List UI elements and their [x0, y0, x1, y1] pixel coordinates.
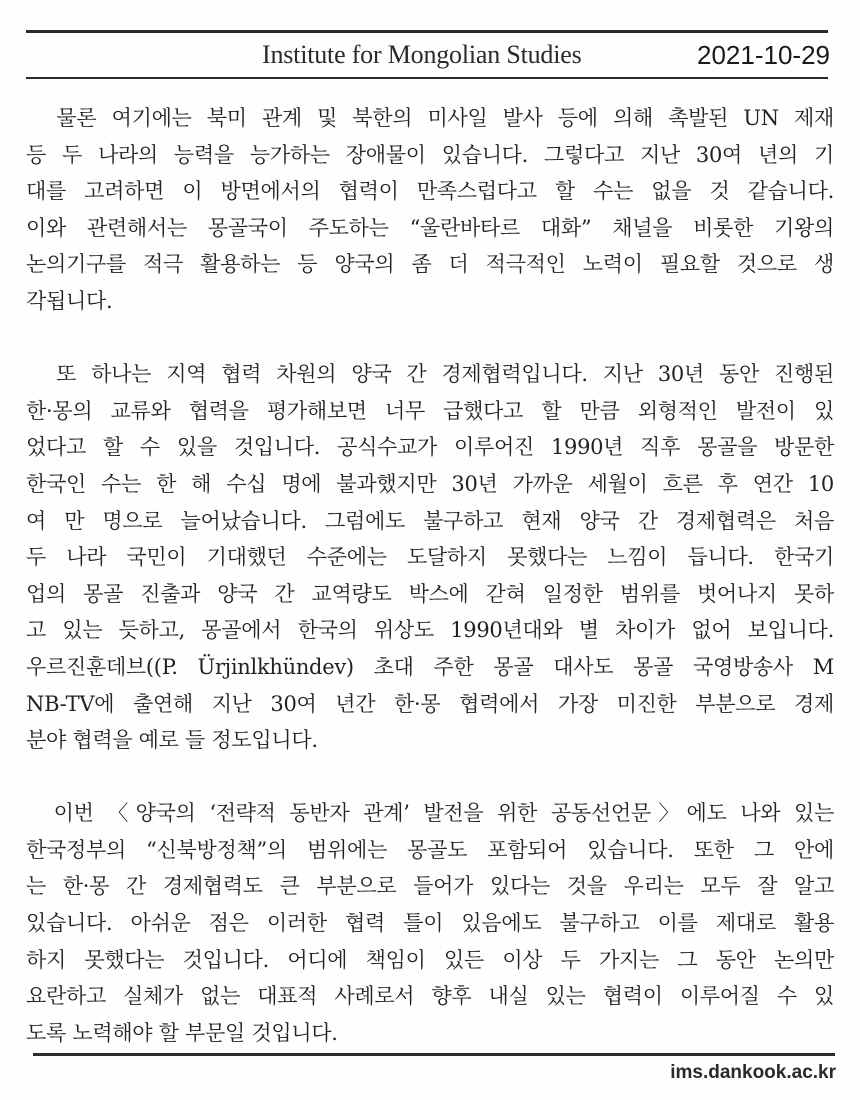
paragraph: [26, 795, 834, 1051]
text-line: 하지 못했다는 것입니다. 어디에 책임이 있든 이상 두 가지는 그 동안 논의만: [26, 947, 834, 972]
text-line: 고 있는 듯하고, 몽골에서 한국의 위상도 1990년대와 별 차이가 없어 보입니다.: [26, 618, 834, 643]
text-line: 각됩니다.: [26, 288, 113, 313]
text-line: 이와 관련해서는 몽골국이 주도하는 “울란바타르 대화” 채널을 비롯한 기왕의: [26, 215, 834, 240]
text-line: 한·몽의 교류와 협력을 평가해보면 너무 급했다고 할 만큼 외형적인 발전이 있: [26, 398, 834, 423]
paragraph: [26, 356, 834, 759]
text-line: 우르진훈데브((P. Ürjinlkhündev) 초대 주한 몽골 대사도 몽골 국영방송사 M: [26, 654, 834, 679]
header-top-rule: [26, 30, 828, 33]
text-line: 는 한·몽 간 경제협력도 큰 부분으로 들어가 있다는 것을 우리는 모두 잘 알고: [26, 874, 834, 899]
text-line: 도록 노력해야 할 부문일 것입니다.: [26, 1020, 338, 1045]
text-line: 한국정부의 “신북방정책”의 범위에는 몽골도 포함되어 있습니다. 또한 그 안에: [26, 837, 834, 862]
paragraph: [26, 100, 834, 320]
text-line: 논의기구를 적극 활용하는 등 양국의 좀 더 적극적인 노력이 필요할 것으로 생: [26, 252, 834, 277]
text-line: 요란하고 실체가 없는 대표적 사례로서 향후 내실 있는 협력이 이루어질 수 있: [26, 984, 834, 1009]
text-line: 대를 고려하면 이 방면에서의 협력이 만족스럽다고 할 수는 없을 것 같습니다.: [26, 179, 834, 204]
text-line: 었다고 할 수 있을 것입니다. 공식수교가 이루어진 1990년 직후 몽골을 방문한: [26, 435, 834, 460]
footer-rule: [33, 1053, 835, 1056]
text-line: 등 두 나라의 능력을 능가하는 장애물이 있습니다. 그렇다고 지난 30여 년의 기: [26, 142, 834, 167]
text-line: 여 만 명으로 늘어났습니다. 그럼에도 불구하고 현재 양국 간 경제협력은 처음: [26, 508, 834, 533]
document-body: [26, 100, 834, 1051]
text-line: 한국인 수는 한 해 수십 명에 불과했지만 30년 가까운 세월이 흐른 후 연간 10: [26, 471, 834, 496]
text-line: 업의 몽골 진출과 양국 간 교역량도 박스에 갇혀 일정한 범위를 벗어나지 못하: [26, 581, 834, 606]
footer-url: ims.dankook.ac.kr: [670, 1062, 836, 1083]
header-organization: Institute for Mongolian Studies: [262, 40, 582, 69]
text-line: 이번 〈양국의 ‘전략적 동반자 관계’ 발전을 위한 공동선언문〉에도 나와 있는: [26, 801, 834, 826]
text-line: 있습니다. 아쉬운 점은 이러한 협력 틀이 있음에도 불구하고 이를 제대로 활용: [26, 911, 834, 936]
header-date: 2021-10-29: [697, 40, 830, 70]
text-line: 또 하나는 지역 협력 차원의 양국 간 경제협력입니다. 지난 30년 동안 진행된: [26, 362, 834, 387]
header-bottom-rule: [26, 77, 828, 79]
text-line: 분야 협력을 예로 들 정도입니다.: [26, 728, 318, 753]
text-line: 물론 여기에는 북미 관계 및 북한의 미사일 발사 등에 의해 촉발된 UN 제재: [26, 106, 834, 130]
text-line: NB-TV에 출연해 지난 30여 년간 한·몽 협력에서 가장 미진한 부분으로 경제: [26, 691, 834, 716]
text-line: 두 나라 국민이 기대했던 수준에는 도달하지 못했다는 느낌이 듭니다. 한국기: [26, 545, 834, 570]
